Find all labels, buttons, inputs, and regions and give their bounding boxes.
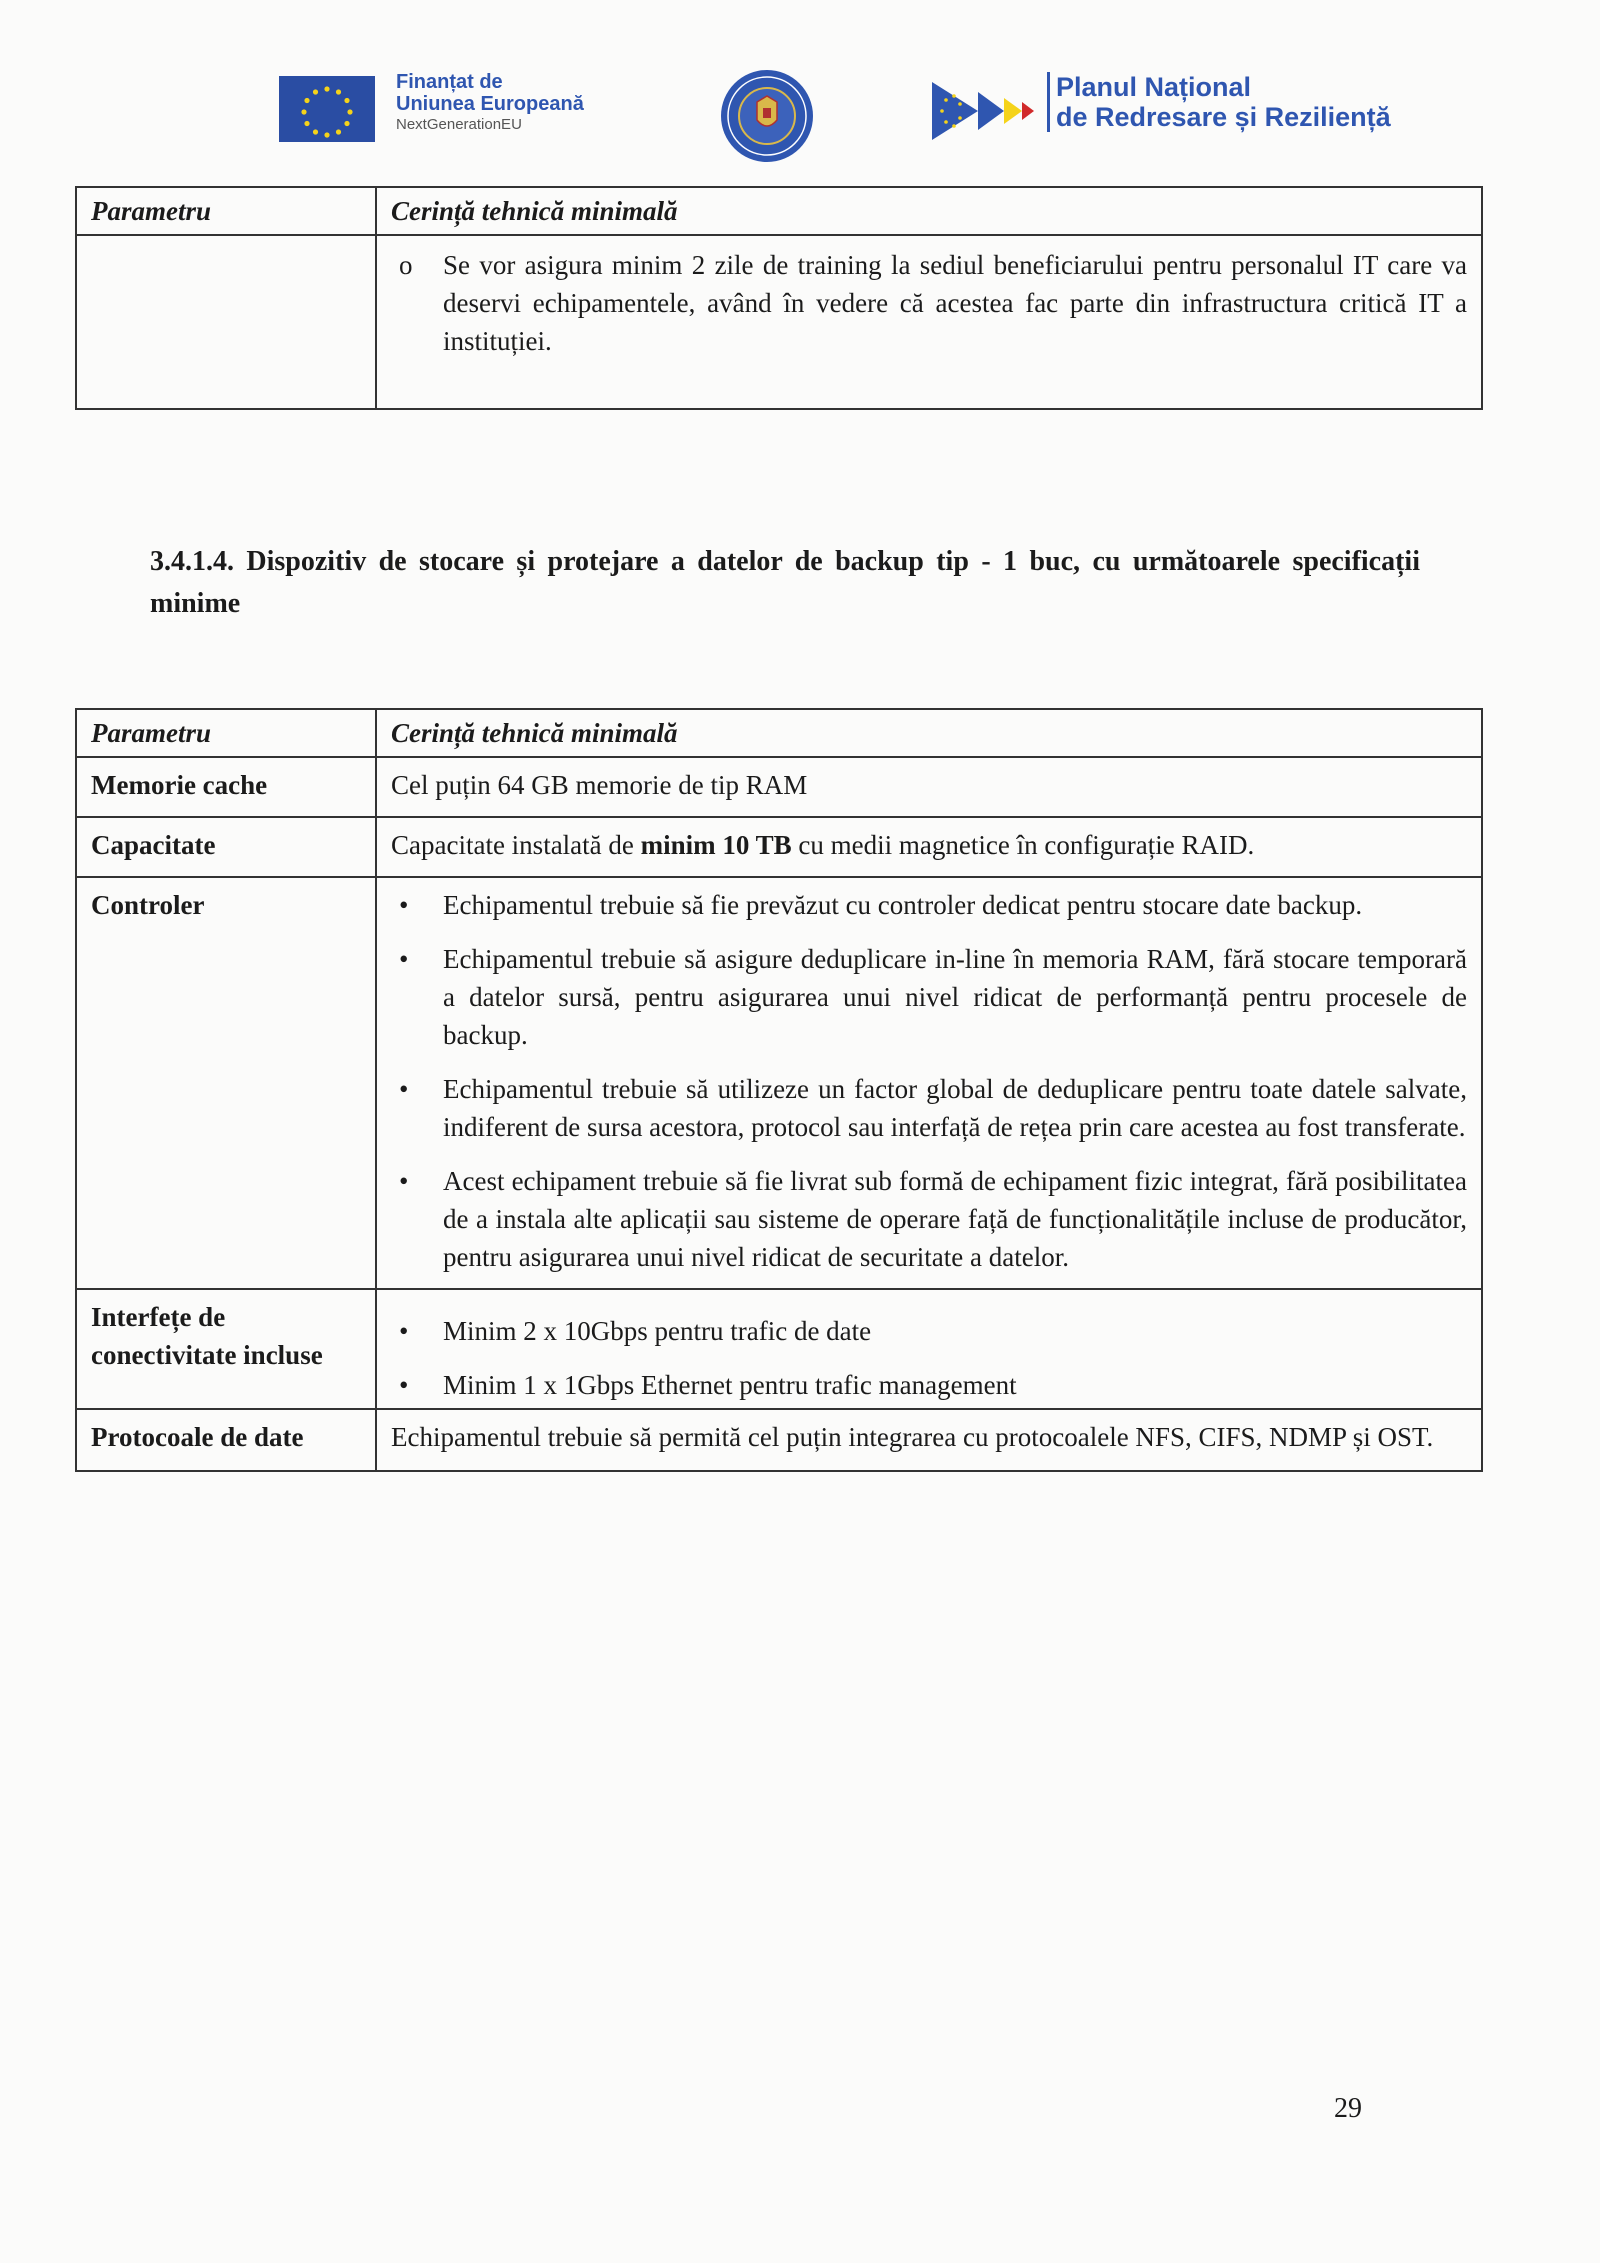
pnrr-arrow-icon — [932, 74, 1042, 148]
list-item — [391, 1162, 1467, 1276]
controller-value — [376, 877, 1482, 1289]
capacity-text-pre: Capacitate instalată de — [391, 830, 641, 860]
table-row — [76, 757, 1482, 817]
bullet-icon: • — [399, 1074, 409, 1104]
param-column-header: Parametru — [76, 709, 376, 757]
param-interfaces: Interfețe de conectivitate incluse — [76, 1289, 376, 1409]
list-item — [391, 940, 1467, 1054]
interface-item-2: Minim 1 x 1Gbps Ethernet pentru trafic management — [443, 1370, 1017, 1400]
capacity-text-post: cu medii magnetice în configurație RAID. — [791, 830, 1255, 860]
controller-item-2: Echipamentul trebuie să asigure deduplicare in-line în memoria RAM, fără stocare temporară a datelor sursă, pentru asigurarea unui nivel ridicat de performanță pentru procesele de backup. — [443, 944, 1467, 1050]
empty-param-cell — [76, 235, 376, 409]
capacity-text-bold: minim 10 TB — [640, 830, 792, 860]
pnrr-line-1: Planul Național — [1056, 72, 1252, 102]
storage-device-spec-table — [75, 708, 1483, 1472]
table-header-row — [76, 709, 1482, 757]
bullet-icon: • — [399, 1166, 409, 1196]
param-controller: Controler — [76, 877, 376, 1289]
list-item — [391, 246, 1467, 360]
param-column-header: Parametru — [76, 187, 376, 235]
eu-line-3: NextGenerationEU — [396, 116, 522, 133]
page-header — [0, 62, 1600, 162]
eu-line-2: Uniunea Europeană — [396, 93, 584, 115]
table-row — [76, 1289, 1482, 1409]
table-row — [76, 817, 1482, 877]
pnrr-line-2: de Redresare și Reziliență — [1056, 102, 1391, 132]
table-row — [76, 235, 1482, 409]
requirement-cell — [376, 235, 1482, 409]
controller-item-3: Echipamentul trebuie să utilizeze un factor global de deduplicare pentru toate datele salvate, indiferent de sursa acestora, protocol sau interfață de rețea prin care acestea au fost transferate. — [443, 1074, 1467, 1142]
protocols-value: Echipamentul trebuie să permită cel puțin integrarea cu protocoalele NFS, CIFS, NDMP și OST. — [376, 1409, 1482, 1471]
list-item — [391, 1366, 1467, 1404]
interfaces-value — [376, 1289, 1482, 1409]
table-header-row — [76, 187, 1482, 235]
bullet-icon: • — [399, 944, 409, 974]
param-protocols: Protocoale de date — [76, 1409, 376, 1471]
interface-item-1: Minim 2 x 10Gbps pentru trafic de date — [443, 1316, 872, 1346]
list-item — [391, 886, 1467, 924]
eu-flag-icon — [279, 76, 375, 142]
param-memory-cache: Memorie cache — [76, 757, 376, 817]
government-seal-icon — [719, 68, 815, 164]
requirement-column-header: Cerință tehnică minimală — [376, 709, 1482, 757]
table-row — [76, 877, 1482, 1289]
memory-cache-value: Cel puțin 64 GB memorie de tip RAM — [376, 757, 1482, 817]
requirements-table-continued — [75, 186, 1483, 410]
capacity-value — [376, 817, 1482, 877]
section-heading: 3.4.1.4. Dispozitiv de stocare și protejare a datelor de backup tip - 1 buc, cu următoarele specificații minime — [150, 546, 1420, 619]
bullet-icon: • — [399, 890, 409, 920]
pnrr-label — [1047, 72, 1391, 132]
list-item — [391, 1070, 1467, 1146]
controller-item-4: Acest echipament trebuie să fie livrat sub formă de echipament fizic integrat, fără posibilitatea de a instala alte aplicații sau sisteme de operare față de funcționalitățile incluse de producător, pentru asigurarea unui nivel ridicat de securitate a datelor. — [443, 1166, 1467, 1272]
eu-funding-label — [396, 71, 584, 135]
eu-line-1: Finanțat de — [396, 71, 503, 93]
list-item — [391, 1312, 1467, 1350]
requirement-column-header: Cerință tehnică minimală — [376, 187, 1482, 235]
bullet-icon: • — [399, 1316, 409, 1346]
training-requirement-text: Se vor asigura minim 2 zile de training la sediul beneficiarului pentru personalul IT care va deservi echipamentele, având în vedere că acestea fac parte din infrastructura critică IT a instituției. — [443, 250, 1467, 356]
circle-bullet-icon: o — [399, 250, 413, 280]
table-row — [76, 1409, 1482, 1471]
page-number: 29 — [1334, 2093, 1362, 2124]
controller-item-1: Echipamentul trebuie să fie prevăzut cu controler dedicat pentru stocare date backup. — [443, 890, 1363, 920]
param-capacity: Capacitate — [76, 817, 376, 877]
bullet-icon: • — [399, 1370, 409, 1400]
